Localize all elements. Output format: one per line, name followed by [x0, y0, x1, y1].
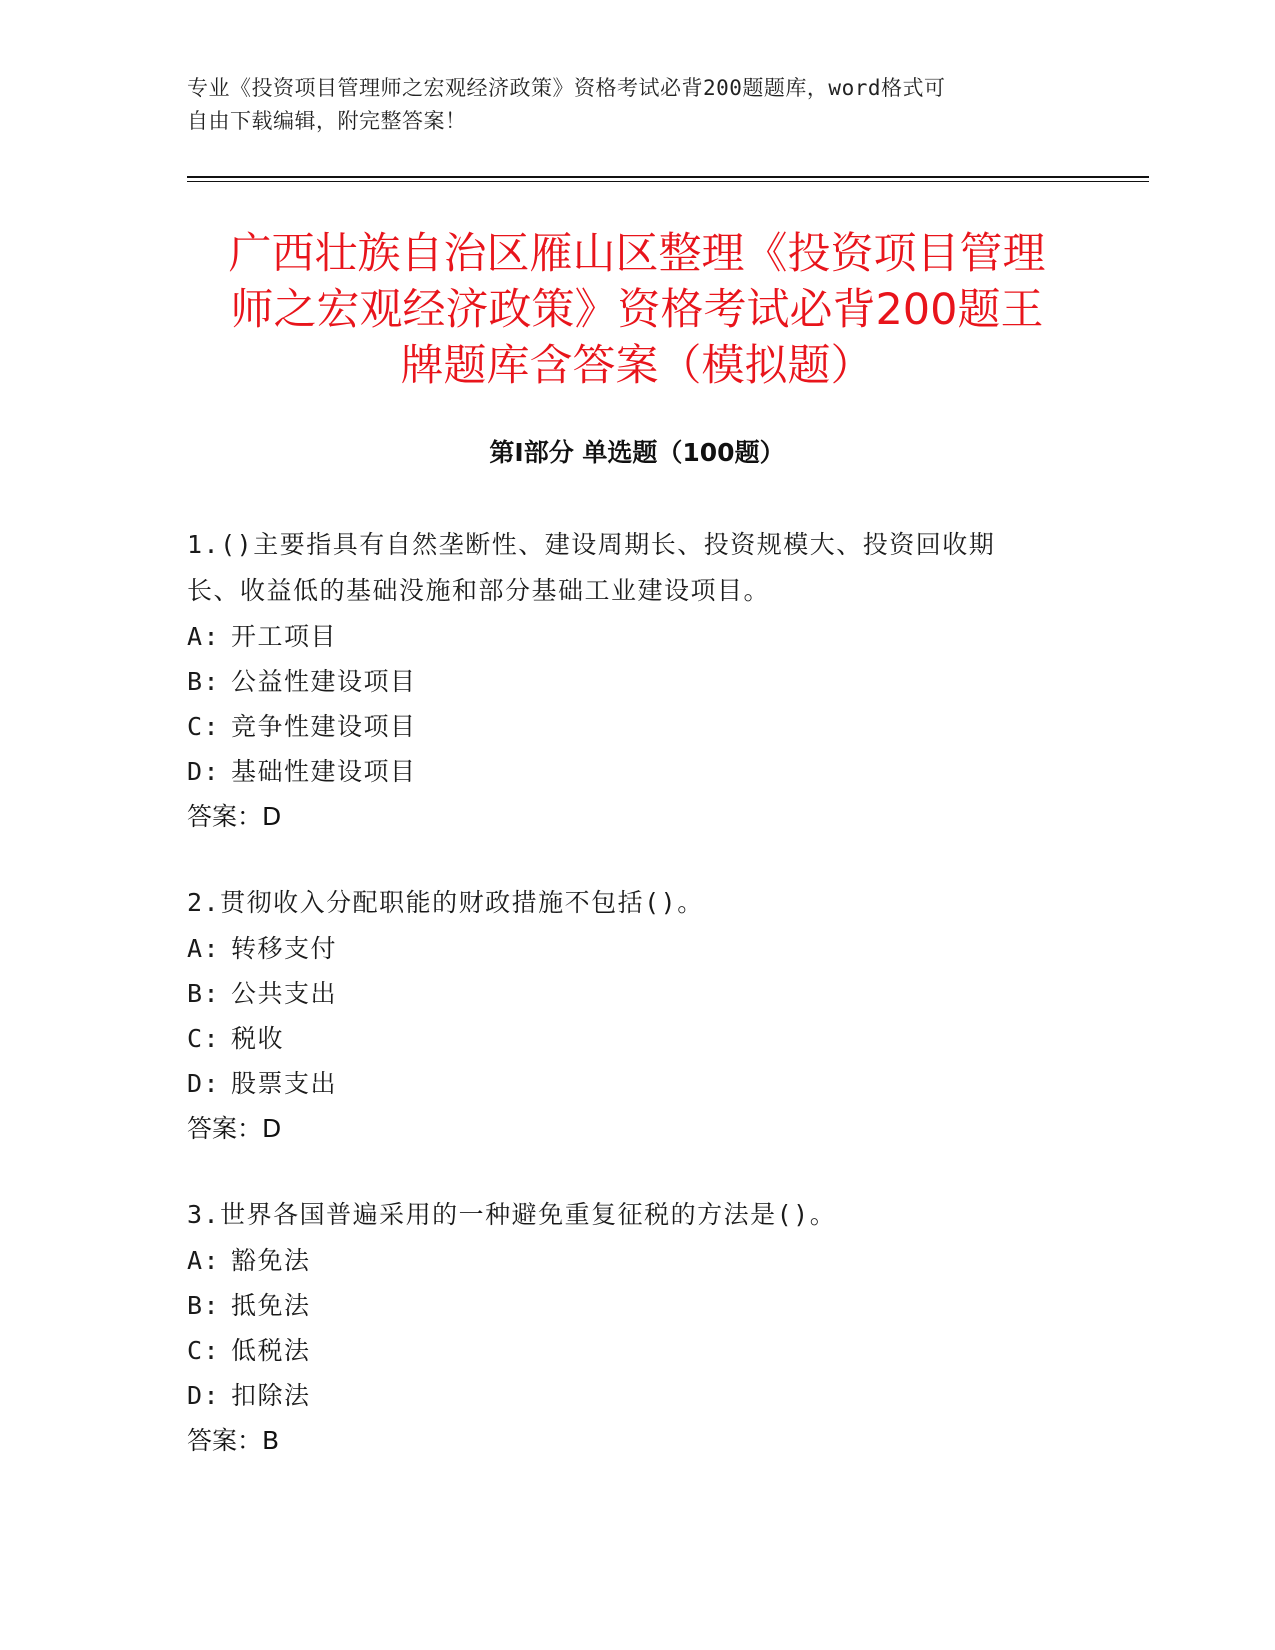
option-b — [187, 1283, 1087, 1328]
option-text: 公益性建设项目 — [231, 667, 417, 696]
document-title — [187, 226, 1087, 394]
option-letter: D: — [187, 1069, 221, 1098]
option-letter: B: — [187, 667, 221, 696]
option-letter: C: — [187, 1024, 221, 1053]
option-text: 开工项目 — [231, 622, 338, 651]
option-text: 豁免法 — [231, 1246, 311, 1275]
option-text: 税收 — [231, 1024, 285, 1053]
option-b — [187, 659, 1087, 704]
question-stem-line-2: 长、收益低的基础没施和部分基础工业建设项目。 — [187, 576, 771, 605]
question-stem-line-1: 1.()主要指具有自然垄断性、建设周期长、投资规模大、投资回收期 — [187, 530, 996, 559]
option-d — [187, 749, 1087, 794]
title-line-3: 牌题库含答案（模拟题） — [400, 341, 874, 391]
option-a — [187, 614, 1087, 659]
option-text: 抵免法 — [231, 1291, 311, 1320]
option-a — [187, 926, 1087, 971]
option-letter: A: — [187, 1246, 221, 1275]
question-stem-line-1: 3.世界各国普遍采用的一种避免重复征税的方法是()。 — [187, 1200, 837, 1229]
option-b — [187, 971, 1087, 1016]
option-text: 低税法 — [231, 1336, 311, 1365]
option-text: 扣除法 — [231, 1381, 311, 1410]
question-1 — [187, 522, 1087, 839]
question-list — [187, 522, 1087, 1504]
option-letter: B: — [187, 1291, 221, 1320]
option-d — [187, 1373, 1087, 1418]
option-letter: B: — [187, 979, 221, 1008]
option-text: 竞争性建设项目 — [231, 712, 417, 741]
header-divider-thin — [187, 181, 1149, 182]
answer-key: 答案：D — [187, 1114, 282, 1143]
header-note-line-1: 专业《投资项目管理师之宏观经济政策》资格考试必背200题题库，word格式可 — [187, 76, 946, 100]
question-stem — [187, 880, 1087, 926]
question-2 — [187, 880, 1087, 1151]
option-text: 公共支出 — [231, 979, 338, 1008]
answer-key: 答案：B — [187, 1426, 280, 1455]
answer-key: 答案：D — [187, 802, 282, 831]
option-letter: D: — [187, 1381, 221, 1410]
title-line-1: 广西壮族自治区雁山区整理《投资项目管理 — [228, 229, 1046, 279]
header-divider-thick — [187, 176, 1149, 178]
question-stem — [187, 1192, 1087, 1238]
option-letter: A: — [187, 622, 221, 651]
option-letter: D: — [187, 757, 221, 786]
section-heading: 第Ⅰ部分 单选题（100题） — [489, 438, 785, 467]
option-a — [187, 1238, 1087, 1283]
option-letter: C: — [187, 1336, 221, 1365]
option-c — [187, 1328, 1087, 1373]
title-line-2: 师之宏观经济政策》资格考试必背200题王 — [230, 285, 1044, 335]
option-text: 股票支出 — [231, 1069, 338, 1098]
option-text: 转移支付 — [231, 934, 338, 963]
question-stem — [187, 522, 1087, 614]
option-c — [187, 704, 1087, 749]
option-letter: C: — [187, 712, 221, 741]
option-letter: A: — [187, 934, 221, 963]
option-d — [187, 1061, 1087, 1106]
option-text: 基础性建设项目 — [231, 757, 417, 786]
header-note-line-2: 自由下载编辑，附完整答案！ — [187, 109, 467, 133]
document-header-note — [187, 72, 1067, 138]
option-c — [187, 1016, 1087, 1061]
question-stem-line-1: 2.贯彻收入分配职能的财政措施不包括()。 — [187, 888, 704, 917]
question-3 — [187, 1192, 1087, 1463]
